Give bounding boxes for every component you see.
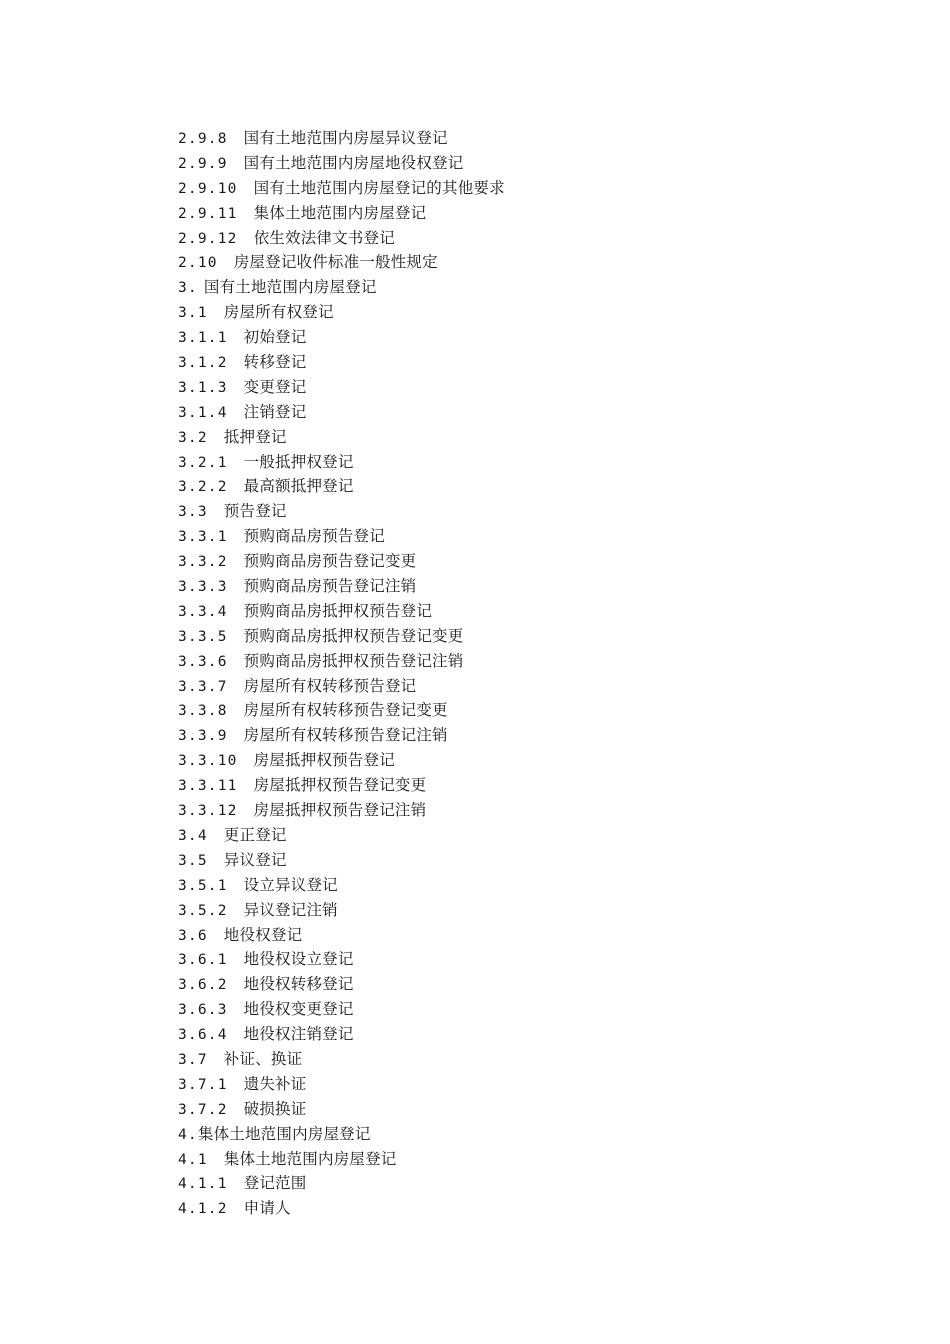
toc-entry: [178, 1122, 505, 1147]
toc-entry-title: 房屋登记收件标准一般性规定: [233, 253, 438, 272]
toc-entry: [178, 723, 505, 748]
toc-entry-title: 地役权注销登记: [243, 1025, 354, 1044]
toc-entry-number: 3.1.2: [178, 355, 228, 372]
toc-entry-title: 集体土地范围内房屋登记: [197, 1124, 371, 1143]
toc-entry: [178, 1022, 505, 1047]
toc-entry-title: 房屋抵押权预告登记: [253, 751, 395, 770]
table-of-contents: [178, 126, 505, 1221]
toc-entry-number: 4.1.1: [178, 1176, 228, 1193]
toc-entry: [178, 698, 505, 723]
toc-entry-title: 一般抵押权登记: [243, 452, 354, 471]
toc-entry-number: 3.3: [178, 504, 208, 521]
toc-entry-number: 3.3.12: [178, 803, 238, 820]
toc-entry: [178, 549, 505, 574]
toc-entry-title: 预购商品房预告登记变更: [243, 552, 417, 571]
toc-entry-title: 破损换证: [243, 1099, 307, 1118]
toc-entry-title: 房屋抵押权预告登记注销: [253, 801, 427, 820]
toc-entry: [178, 250, 505, 275]
toc-entry: [178, 1047, 505, 1072]
toc-entry-number: 3.1.1: [178, 330, 228, 347]
toc-entry: [178, 126, 505, 151]
toc-entry-number: 3.4: [178, 827, 208, 844]
toc-entry: [178, 1147, 505, 1172]
toc-entry: [178, 898, 505, 923]
toc-entry-title: 预购商品房预告登记注销: [243, 577, 417, 596]
toc-entry-title: 预购商品房预告登记: [243, 527, 385, 546]
toc-entry-title: 集体土地范围内房屋登记: [253, 203, 427, 222]
toc-entry-title: 登记范围: [243, 1174, 307, 1193]
toc-entry: [178, 997, 505, 1022]
toc-entry: [178, 599, 505, 624]
toc-entry: [178, 773, 505, 798]
toc-entry-number: 2.9.11: [178, 205, 238, 222]
toc-entry-title: 国有土地范围内房屋地役权登记: [243, 153, 464, 172]
toc-entry: [178, 1171, 505, 1196]
toc-entry-number: 3.6: [178, 927, 208, 944]
toc-entry: [178, 450, 505, 475]
toc-entry-number: 2.10: [178, 255, 218, 272]
toc-entry-title: 依生效法律文书登记: [253, 228, 395, 247]
toc-entry-number: 3.3.8: [178, 703, 228, 720]
toc-entry-number: 3.: [178, 280, 198, 297]
toc-entry-title: 国有土地范围内房屋异议登记: [243, 129, 448, 147]
toc-entry-title: 集体土地范围内房屋登记: [223, 1149, 397, 1168]
toc-entry-number: 3.3.9: [178, 728, 228, 745]
toc-entry-number: 3.3.1: [178, 529, 228, 546]
toc-entry-number: 3.3.3: [178, 579, 228, 596]
toc-entry: [178, 1097, 505, 1122]
toc-entry: [178, 972, 505, 997]
toc-entry-number: 3.5: [178, 852, 208, 869]
toc-entry-number: 3.3.2: [178, 554, 228, 571]
toc-entry: [178, 649, 505, 674]
toc-entry: [178, 400, 505, 425]
toc-entry-number: 3.6.2: [178, 977, 228, 994]
toc-entry-title: 房屋抵押权预告登记变更: [253, 776, 427, 795]
toc-entry-title: 转移登记: [243, 353, 307, 372]
toc-entry-number: 3.3.5: [178, 628, 228, 645]
toc-entry-number: 3.2: [178, 429, 208, 446]
toc-entry-title: 设立异议登记: [243, 875, 338, 894]
toc-entry-number: 2.9.10: [178, 180, 238, 197]
toc-entry-number: 3.2.1: [178, 454, 228, 471]
toc-entry-title: 地役权登记: [223, 925, 303, 944]
toc-entry-number: 4.1.2: [178, 1201, 228, 1218]
toc-entry-number: 3.2.2: [178, 479, 228, 496]
toc-entry-number: 2.9.9: [178, 155, 228, 172]
toc-entry-title: 最高额抵押登记: [243, 477, 354, 496]
toc-entry-title: 国有土地范围内房屋登记: [203, 278, 377, 297]
toc-entry-number: 2.9.12: [178, 230, 238, 247]
toc-entry-title: 地役权变更登记: [243, 1000, 354, 1019]
toc-entry: [178, 474, 505, 499]
toc-entry-title: 异议登记: [223, 850, 287, 869]
toc-entry-number: 3.5.2: [178, 902, 228, 919]
toc-entry-number: 3.3.4: [178, 603, 228, 620]
toc-entry-number: 3.5.1: [178, 877, 228, 894]
toc-entry-number: 3.7.2: [178, 1101, 228, 1118]
toc-entry-title: 地役权设立登记: [243, 950, 354, 969]
toc-entry: [178, 226, 505, 251]
toc-entry-title: 地役权转移登记: [243, 975, 354, 994]
toc-entry-number: 4.1: [178, 1151, 208, 1168]
toc-entry: [178, 823, 505, 848]
toc-entry-number: 3.3.10: [178, 753, 238, 770]
toc-entry: [178, 201, 505, 226]
toc-entry-number: 2.9.8: [178, 131, 228, 147]
toc-entry: [178, 873, 505, 898]
toc-entry-number: 4.: [178, 1126, 198, 1143]
toc-entry-title: 补证、换证: [223, 1049, 303, 1068]
toc-entry-number: 3.6.4: [178, 1027, 228, 1044]
toc-entry: [178, 923, 505, 948]
toc-entry: [178, 375, 505, 400]
toc-entry-title: 预购商品房抵押权预告登记注销: [243, 651, 464, 670]
toc-entry-title: 国有土地范围内房屋登记的其他要求: [253, 178, 505, 197]
toc-entry-number: 3.1.4: [178, 404, 228, 421]
toc-entry-number: 3.6.3: [178, 1002, 228, 1019]
toc-entry: [178, 748, 505, 773]
toc-entry: [178, 499, 505, 524]
toc-entry-title: 房屋所有权转移预告登记: [243, 676, 417, 695]
toc-entry-title: 预购商品房抵押权预告登记变更: [243, 626, 464, 645]
toc-entry-number: 3.3.7: [178, 678, 228, 695]
toc-entry-title: 更正登记: [223, 825, 287, 844]
toc-entry-title: 房屋所有权登记: [223, 303, 334, 322]
toc-entry: [178, 947, 505, 972]
toc-entry-title: 遗失补证: [243, 1074, 307, 1093]
toc-entry-number: 3.3.6: [178, 653, 228, 670]
toc-entry: [178, 350, 505, 375]
toc-entry-title: 变更登记: [243, 377, 307, 396]
toc-entry: [178, 425, 505, 450]
toc-entry: [178, 1196, 505, 1221]
toc-entry-number: 3.3.11: [178, 778, 238, 795]
toc-entry: [178, 524, 505, 549]
toc-entry-title: 预告登记: [223, 502, 287, 521]
toc-entry: [178, 848, 505, 873]
toc-entry-title: 房屋所有权转移预告登记变更: [243, 701, 448, 720]
toc-entry: [178, 798, 505, 823]
toc-entry-number: 3.1.3: [178, 379, 228, 396]
toc-entry-number: 3.1: [178, 305, 208, 322]
toc-entry-title: 预购商品房抵押权预告登记: [243, 601, 433, 620]
toc-entry: [178, 300, 505, 325]
toc-entry: [178, 574, 505, 599]
toc-entry: [178, 325, 505, 350]
toc-entry: [178, 275, 505, 300]
toc-entry: [178, 674, 505, 699]
toc-entry: [178, 151, 505, 176]
toc-entry: [178, 1072, 505, 1097]
toc-entry: [178, 176, 505, 201]
toc-entry-title: 房屋所有权转移预告登记注销: [243, 726, 448, 745]
toc-entry-title: 注销登记: [243, 402, 307, 421]
toc-entry-number: 3.7.1: [178, 1076, 228, 1093]
toc-entry-number: 3.6.1: [178, 952, 228, 969]
toc-entry-title: 申请人: [243, 1199, 291, 1218]
toc-entry-title: 异议登记注销: [243, 900, 338, 919]
toc-entry-number: 3.7: [178, 1051, 208, 1068]
toc-entry-title: 抵押登记: [223, 427, 287, 446]
toc-entry-title: 初始登记: [243, 328, 307, 347]
toc-entry: [178, 624, 505, 649]
